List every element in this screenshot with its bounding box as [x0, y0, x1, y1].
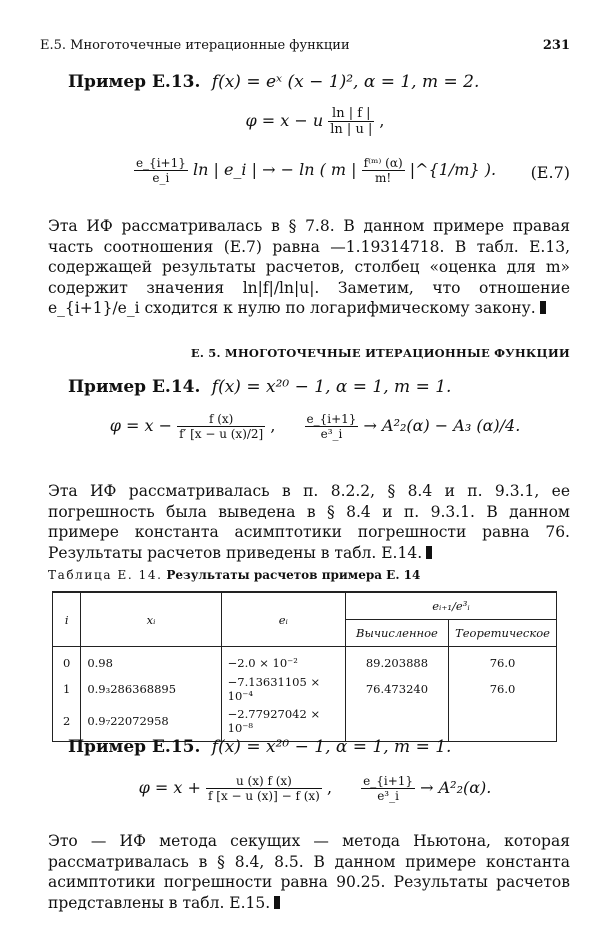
example-13-limit-formula — [60, 156, 570, 185]
ratio-denominator: e³_i — [320, 427, 343, 441]
table-caption — [48, 568, 420, 582]
example-13-text: Эта ИФ рассматривалась в § 7.8. В данном примере правая часть соотношения (Е.7) равна —1.19314718. В табл. Е.13, содержащей результаты расчетов, столбец «оценка для m» содержит значения ln|f|/ln|u|. Заметим, что отношение e_{i+1}/e_i сходится к нулю по логарифмическому закону. — [48, 217, 570, 317]
example-15-paragraph — [48, 831, 570, 913]
cell-theoretical: 76.0 — [449, 647, 557, 674]
cell-e: −2.77927042 × 10⁻⁸ — [221, 705, 345, 742]
ratio-numerator: e_{i+1} — [135, 156, 186, 170]
cell-i: 0 — [53, 647, 81, 674]
phi-fraction — [206, 774, 322, 803]
ratio-tail: → A²₂(α) − A₃ (α)/4. — [363, 416, 521, 435]
table-header-row — [53, 592, 557, 620]
phi-tail: , — [379, 111, 385, 130]
example-13-definition: f(x) = eˣ (x − 1)², α = 1, m = 2. — [211, 72, 480, 92]
example-14-text: Эта ИФ рассматривалась в п. 8.2.2, § 8.4 и п. 9.3.1, ее погрешность была выведена в § 8.4 и п. 9.3.1. В данном примере константа асимптотики погрешности равна 76. Результаты расчетов приведены в табл. Е.14. — [48, 482, 570, 562]
cell-computed: 89.203888 — [345, 647, 448, 674]
example-14-title — [68, 377, 451, 397]
phi-denominator: f′ [x − u (x)/2] — [179, 427, 264, 441]
example-13-label: Пример Е.13. — [68, 72, 201, 92]
cell-computed: 76.473240 — [345, 673, 448, 705]
table-caption-prefix: Таблица Е. 14. — [48, 568, 163, 582]
results-table — [52, 591, 557, 742]
ratio-fraction — [361, 774, 415, 803]
end-of-proof-mark — [540, 301, 546, 314]
ratio-fraction — [305, 412, 359, 441]
cell-x: 0.9₃286368895 — [81, 673, 221, 705]
table-caption-title: Результаты расчетов примера Е. 14 — [166, 568, 421, 582]
example-14-definition: f(x) = x²⁰ − 1, α = 1, m = 1. — [211, 377, 452, 397]
example-13-title — [68, 72, 479, 92]
phi-denominator: f [x − u (x)] − f (x) — [208, 789, 320, 803]
limit-fraction — [362, 156, 405, 185]
example-15-label: Пример Е.15. — [68, 737, 201, 757]
example-15-title — [68, 737, 451, 757]
cell-x: 0.9₇22072958 — [81, 705, 221, 742]
phi-tail: , — [326, 778, 333, 797]
limit-tail: |^{1/m} ). — [409, 160, 497, 179]
phi-lhs: φ = x − — [109, 416, 172, 435]
section-heading: Е. 5. МНОГОТОЧЕЧНЫЕ ИТЕРАЦИОННЫЕ ФУНКЦИИ — [190, 346, 570, 360]
cell-i: 2 — [53, 705, 81, 742]
table-row — [53, 673, 557, 705]
example-15-text: Это — ИФ метода секущих — метода Ньютона, которая рассматривалась в § 8.4, 8.5. В данном примере константа асимптотики погрешности равна 90.25. Результаты расчетов представлены в табл. Е.15. — [48, 832, 570, 912]
limit-fraction-numerator: f⁽ᵐ⁾ (α) — [363, 156, 403, 170]
phi-denominator: ln | u | — [330, 122, 373, 137]
example-15-formula — [60, 774, 570, 803]
phi-fraction — [177, 412, 265, 441]
phi-lhs: φ = x − u — [245, 111, 324, 130]
equation-number: (Е.7) — [530, 163, 570, 182]
phi-fraction — [328, 106, 374, 137]
table-row — [53, 647, 557, 674]
example-14-formula — [60, 412, 570, 441]
example-14-label: Пример Е.14. — [68, 377, 201, 397]
ratio-numerator: e_{i+1} — [306, 412, 357, 426]
phi-numerator: f (x) — [177, 412, 265, 427]
end-of-proof-mark — [274, 896, 280, 909]
ratio-denominator: e_i — [152, 171, 170, 185]
cell-e: −7.13631105 × 10⁻⁴ — [221, 673, 345, 705]
example-13-phi-formula — [60, 106, 570, 137]
running-header — [40, 38, 570, 53]
limit-fraction-denominator: m! — [375, 171, 392, 185]
cell-e: −2.0 × 10⁻² — [221, 647, 345, 674]
example-13-paragraph — [48, 216, 570, 319]
cell-i: 1 — [53, 673, 81, 705]
end-of-proof-mark — [426, 546, 432, 559]
ratio-numerator: e_{i+1} — [363, 774, 414, 788]
header-i: i — [53, 592, 81, 647]
header-x: xᵢ — [81, 592, 221, 647]
header-theoretical: Теоретическое — [449, 620, 557, 647]
ratio-fraction — [134, 156, 188, 185]
cell-theoretical — [449, 705, 557, 742]
phi-numerator: ln | f | — [328, 106, 374, 122]
page-number: 231 — [542, 38, 570, 53]
header-ratio: eᵢ₊₁/e³ᵢ — [345, 592, 556, 620]
ratio-denominator: e³_i — [377, 789, 399, 803]
header-computed: Вычисленное — [345, 620, 448, 647]
example-14-paragraph — [48, 481, 570, 563]
header-section-title: Е.5. Многоточечные итерационные функции — [40, 38, 350, 53]
phi-numerator: u (x) f (x) — [206, 774, 322, 789]
example-15-definition: f(x) = x²⁰ − 1, α = 1, m = 1. — [211, 737, 452, 757]
header-e: eᵢ — [221, 592, 345, 647]
phi-lhs: φ = x + — [138, 778, 201, 797]
cell-theoretical: 76.0 — [449, 673, 557, 705]
cell-x: 0.98 — [81, 647, 221, 674]
ratio-tail: → A²₂(α). — [420, 778, 492, 797]
phi-tail: , — [270, 416, 276, 435]
limit-middle: ln | e_i | → − ln ( m | — [192, 160, 357, 179]
